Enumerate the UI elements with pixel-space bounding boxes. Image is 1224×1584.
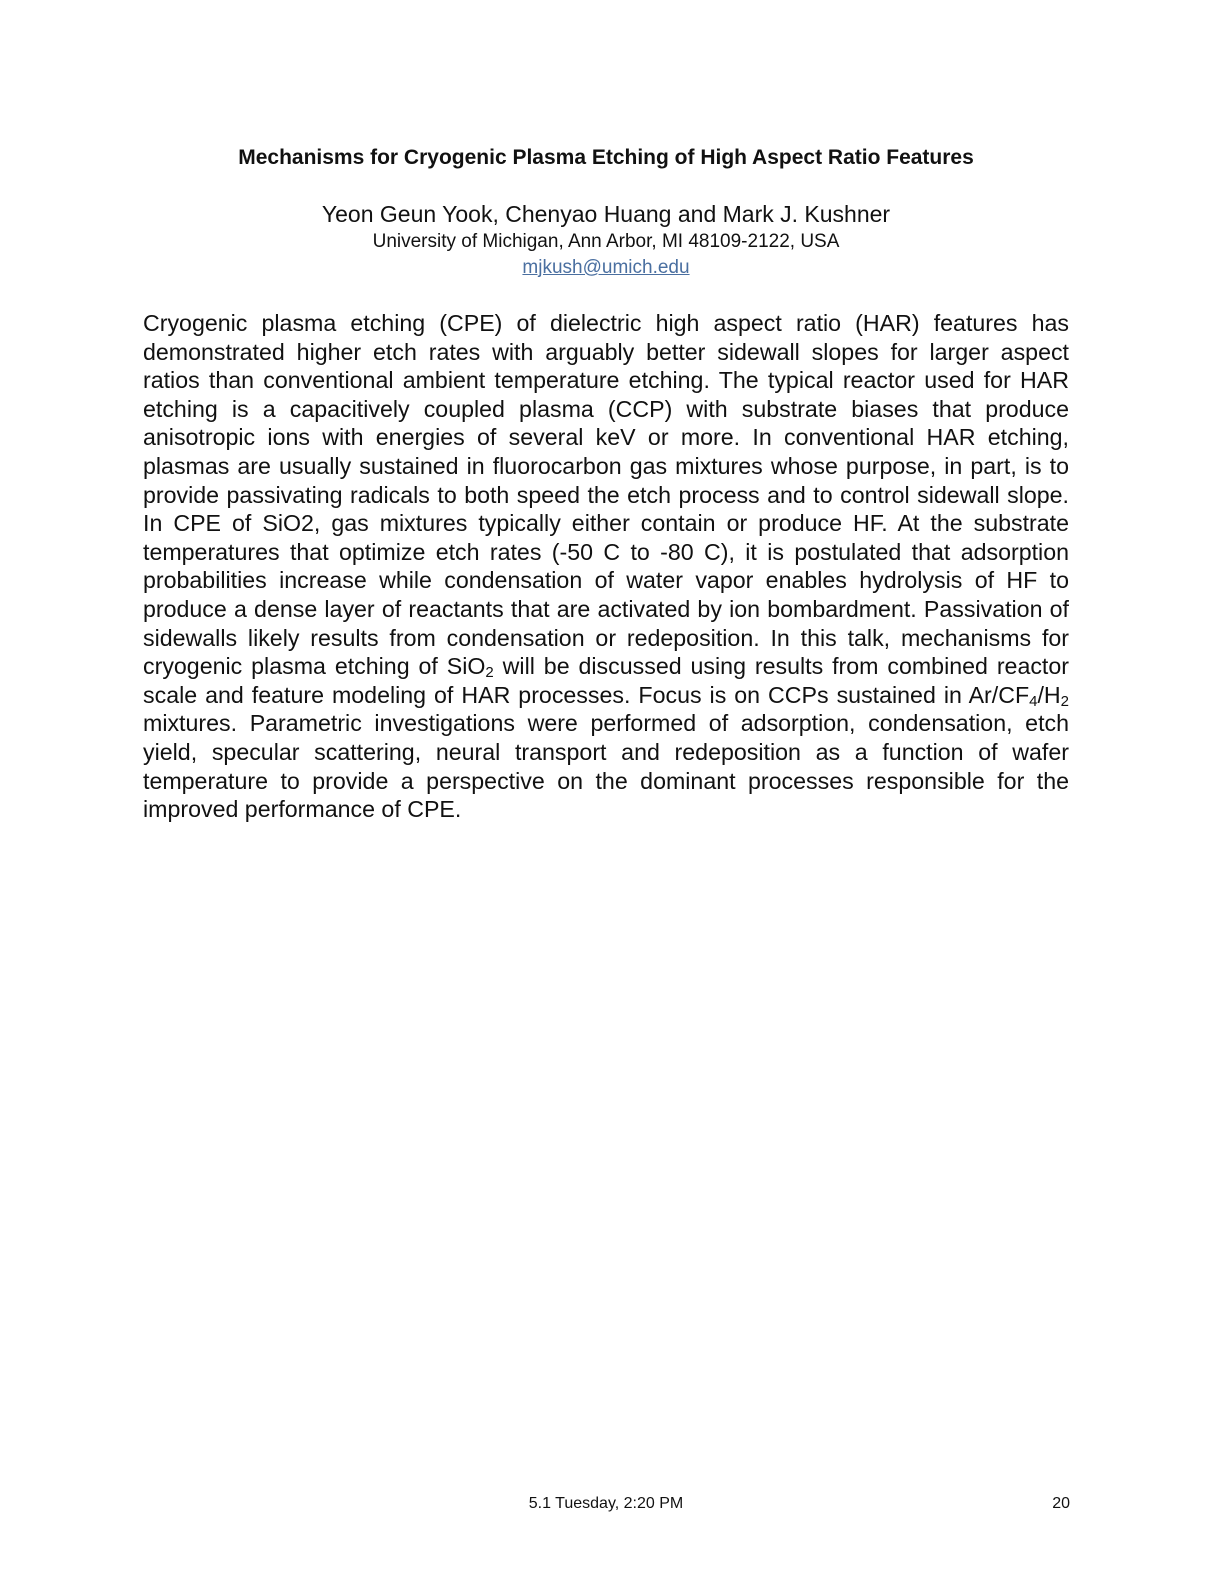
abstract-text-part-4: mixtures. Parametric investigations were performed of adsorption, condensation, etch yield, specular scattering, neural transport and redeposition as a function of wafer temperature to provide a perspective on the dominant processes responsible for the improved performance of CPE. [143,710,1069,823]
affiliation: University of Michigan, Ann Arbor, MI 48109-2122, USA [372,231,840,252]
footer-session: 5.1 Tuesday, 2:20 PM [528,1495,684,1512]
paper-title: Mechanisms for Cryogenic Plasma Etching of High Aspect Ratio Features [238,146,974,169]
page-number: 20 [1052,1495,1070,1512]
email-link[interactable]: mjkush@umich.edu [522,257,690,278]
abstract-text-part-1: Cryogenic plasma etching (CPE) of dielectric high aspect ratio (HAR) features has demonstrated higher etch rates with arguably better sidewall slopes for larger aspect ratios than conventional ambient temperature etching. The typical reactor used for HAR etching is a capacitively coupled plasma (CCP) with substrate biases that produce anisotropic ions with energies of several keV or more. In conventional HAR etching, plasmas are usually sustained in fluorocarbon gas mixtures whose purpose, in part, is to provide passivating radicals to both speed the etch process and to control sidewall slope. In CPE of SiO2, gas mixtures typically either contain or produce HF. At the substrate temperatures that optimize etch rates (-50 C to -80 C), it is postulated that adsorption probabilities increase while condensation of water vapor enables hydrolysis of HF to produce a dense layer of reactants that are activated by ion bombardment. Passivation of sidewalls likely results from condensation or redeposition. In this talk, mechanisms for cryogenic plasma etching of SiO [143,310,1069,680]
abstract-body [143,309,1069,824]
abstract-subscript-3: 2 [1060,692,1069,710]
abstract-subscript-1: 2 [485,664,494,682]
author-list: Yeon Geun Yook, Chenyao Huang and Mark J. Kushner [321,201,891,227]
abstract-text-part-2: will be discussed using results from combined reactor scale and feature modeling of HAR processes. Focus is on CCPs sustained in Ar/CF [143,653,1069,708]
abstract-subscript-2: 4 [1029,692,1038,710]
email-line [0,255,1212,281]
abstract-text-part-3: /H [1037,681,1061,708]
